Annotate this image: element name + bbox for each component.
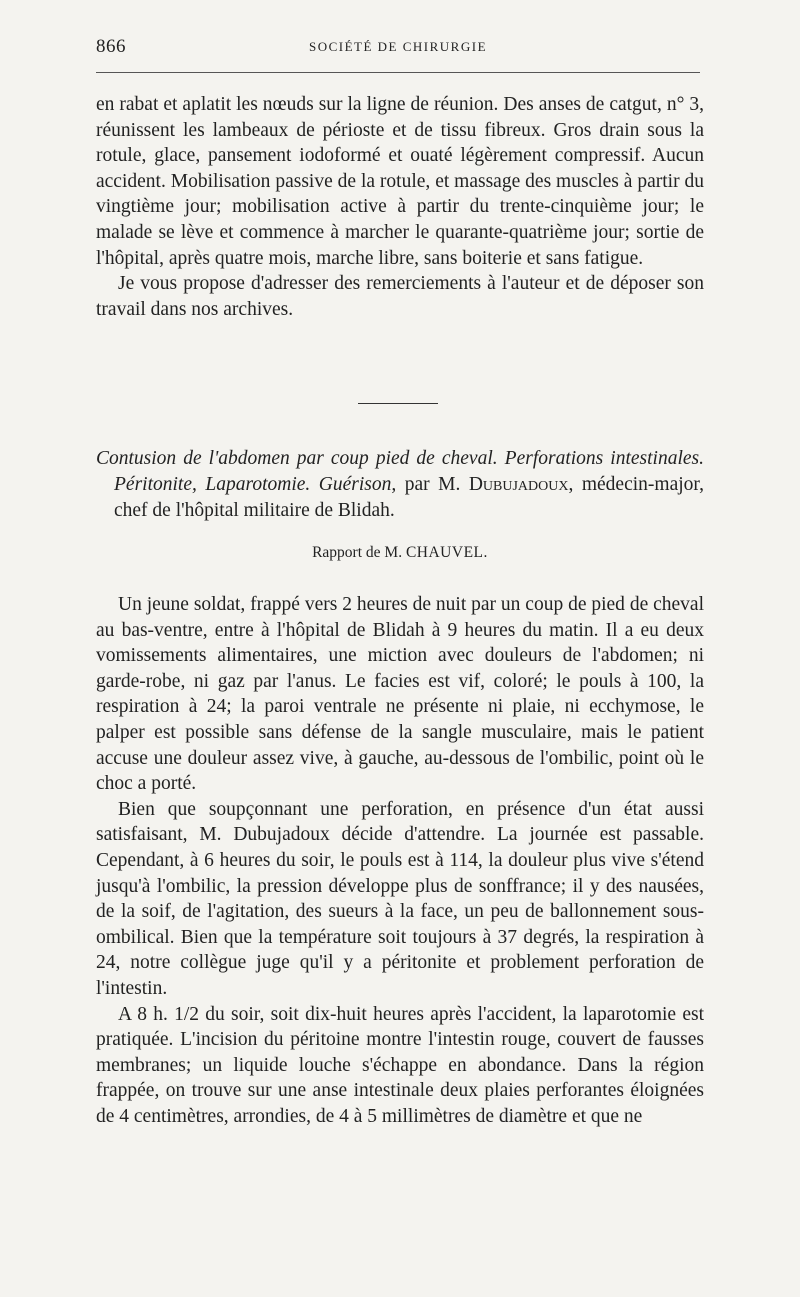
body-paragraph-3: A 8 h. 1/2 du soir, soit dix-huit heures après l'accident, la laparotomie est pratiquée. L'incision du péritoine montre l'intestin rouge, couvert de fausses membranes; un liquide louche s'échappe en abondance. Dans la région frappée, on trouve sur une anse intestinale deux plaies perforantes éloignées de 4 centimètres, arrondies, de 4 à 5 millimètres de diamètre et que ne: [96, 1003, 704, 1127]
intro-text: [96, 92, 704, 322]
running-head: SOCIÉTÉ DE CHIRURGIE: [308, 39, 488, 54]
intro-paragraph-2: Je vous propose d'adresser des remerciements à l'auteur et de déposer son travail dans nos archives.: [96, 273, 704, 320]
rapport-label: Rapport de M.: [312, 544, 406, 561]
article-author: Dubujadoux: [468, 474, 569, 495]
article-author-role: , médecin-major, chef de l'hôpital militaire de Blidah.: [114, 474, 704, 521]
article-title-paragraph: [96, 446, 704, 524]
header-rule: [96, 72, 700, 73]
body-text: [96, 592, 704, 1129]
body-paragraph-1: Un jeune soldat, frappé vers 2 heures de nuit par un coup de pied de cheval au bas-ventre, entre à l'hôpital de Blidah à 9 heures du matin. Il a eu deux vomissements alimentaires, une miction avec douleurs de l'abdomen; ni garde-robe, ni gaz par l'anus. Le facies est vif, coloré; le pouls à 100, la respiration à 24; la paroi ventrale ne présente ni plaie, ni ecchymose, le palper est possible sans défense de la sangle musculaire, mais le patient accuse une douleur assez vive, à gauche, au-dessous de l'ombilic, point où le choc a porté.: [96, 594, 704, 795]
article-title-italic: Contusion de l'abdomen par coup pied de cheval. Perforations intestinales. Péritonite, Laparotomie. Guérison,: [96, 448, 704, 495]
article-title: [96, 446, 704, 524]
article-by: par M.: [396, 474, 469, 495]
section-separator: [358, 403, 438, 404]
rapport-line: [96, 544, 704, 562]
rapport-name: CHAUVEL.: [405, 544, 488, 561]
page-number: 866: [96, 36, 126, 57]
page-header: [96, 36, 700, 60]
intro-paragraph-1: en rabat et aplatit les nœuds sur la ligne de réunion. Des anses de catgut, n° 3, réunissent les lambeaux de périoste et de tissu fibreux. Gros drain sous la rotule, glace, pansement iodoformé et ouaté légèrement compressif. Aucun accident. Mobilisation passive de la rotule, et massage des muscles à partir du vingtième jour; mobilisation active à partir du trente-cinquième jour; le malade se lève et commence à marcher le quarante-quatrième jour; sortie de l'hôpital, après quatre mois, marche libre, sans boiterie et sans fatigue.: [96, 94, 704, 269]
body-paragraph-2: Bien que soupçonnant une perforation, en présence d'un état aussi satisfaisant, M. Dubujadoux décide d'attendre. La journée est passable. Cependant, à 6 heures du soir, le pouls est à 114, la douleur plus vive s'étend jusqu'à l'ombilic, la pression développe plus de sonffrance; il y des nausées, de la soif, de l'agitation, des sueurs à la face, un peu de ballonnement sous-ombilical. Bien que la température soit toujours à 37 degrés, la respiration à 24, notre collègue juge qu'il y a péritonite et problement perforation de l'intestin.: [96, 798, 704, 999]
